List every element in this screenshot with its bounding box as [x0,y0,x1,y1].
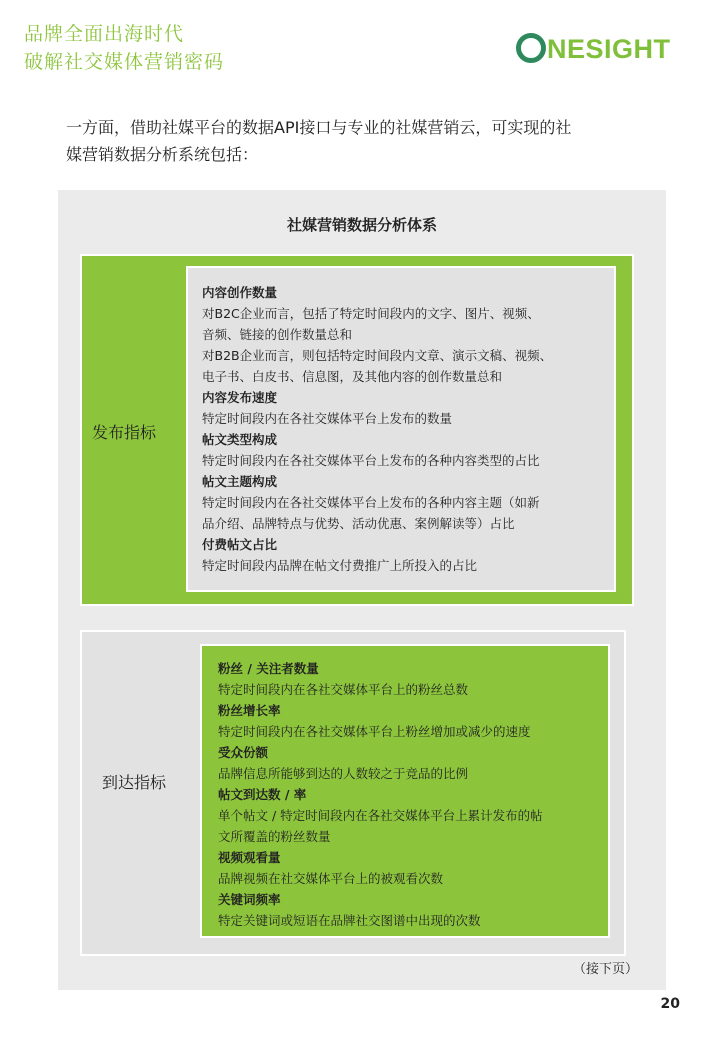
analysis-system-panel [58,190,666,990]
metric-description: 特定时间段内在各社交媒体平台上发布的各种内容主题（如新 [202,495,540,510]
metric-heading: 粉丝增长率 [218,703,281,718]
metric-description: 特定时间段内在各社交媒体平台上发布的各种内容类型的占比 [202,453,540,468]
reach-metrics-label: 到达指标 [102,773,167,792]
publish-metrics-block [80,254,634,606]
metric-heading: 内容发布速度 [202,390,278,405]
metric-description: 对B2C企业而言，包括了特定时间段内的文字、图片、视频、 [202,306,540,321]
metric-heading: 关键词频率 [218,892,281,907]
onesight-logo [516,34,671,64]
metric-description: 对B2B企业而言，则包括特定时间段内文章、演示文稿、视频、 [202,348,553,363]
metric-description: 品牌视频在社交媒体平台上的被观看次数 [218,871,444,886]
metric-description: 特定时间段内在各社交媒体平台上发布的数量 [202,411,453,426]
reach-metrics-block [80,630,626,956]
metric-description: 品牌信息所能够到达的人数较之于竞品的比例 [218,766,469,781]
metric-description: 电子书、白皮书、信息图，及其他内容的创作数量总和 [202,369,503,384]
panel-title: 社媒营销数据分析体系 [286,216,437,234]
publish-metrics-list [186,266,616,592]
metric-description: 文所覆盖的粉丝数量 [218,829,331,844]
reach-metrics-list [200,644,610,938]
page-number: 20 [660,996,680,1012]
metric-description: 特定时间段内在各社交媒体平台上粉丝增加或减少的速度 [218,724,531,739]
metric-description: 单个帖文 / 特定时间段内在各社交媒体平台上累计发布的帖 [218,808,543,823]
metric-heading: 帖文类型构成 [202,432,278,447]
header-title-line1: 品牌全面出海时代 [24,23,185,45]
metric-description: 特定时间段内在各社交媒体平台上的粉丝总数 [218,682,469,697]
metric-description: 品介绍、品牌特点与优势、活动优惠、案例解读等）占比 [202,516,515,531]
intro-paragraph [66,114,666,168]
continue-note: （接下页） [572,962,638,977]
intro-line2: 媒营销数据分析系统包括： [66,145,259,164]
publish-metrics-label: 发布指标 [92,423,157,442]
logo-o-mark-icon [516,33,546,63]
header-title-line2: 破解社交媒体营销密码 [24,51,225,73]
metric-heading: 受众份额 [218,745,269,760]
header-title [24,20,224,76]
metric-heading: 付费帖文占比 [202,537,278,552]
intro-line1: 一方面，借助社媒平台的数据API接口与专业的社媒营销云，可实现的社 [66,118,572,137]
metric-description: 特定时间段内品牌在帖文付费推广上所投入的占比 [202,558,478,573]
metric-description: 音频、链接的创作数量总和 [202,327,353,342]
metric-heading: 内容创作数量 [202,285,278,300]
metric-heading: 粉丝 / 关注者数量 [218,661,319,676]
metric-heading: 帖文主题构成 [202,474,278,489]
metric-description: 特定关键词或短语在品牌社交图谱中出现的次数 [218,913,481,928]
metric-heading: 视频观看量 [218,850,281,865]
metric-heading: 帖文到达数 / 率 [218,787,307,802]
logo-text: NESIGHT [547,34,671,64]
